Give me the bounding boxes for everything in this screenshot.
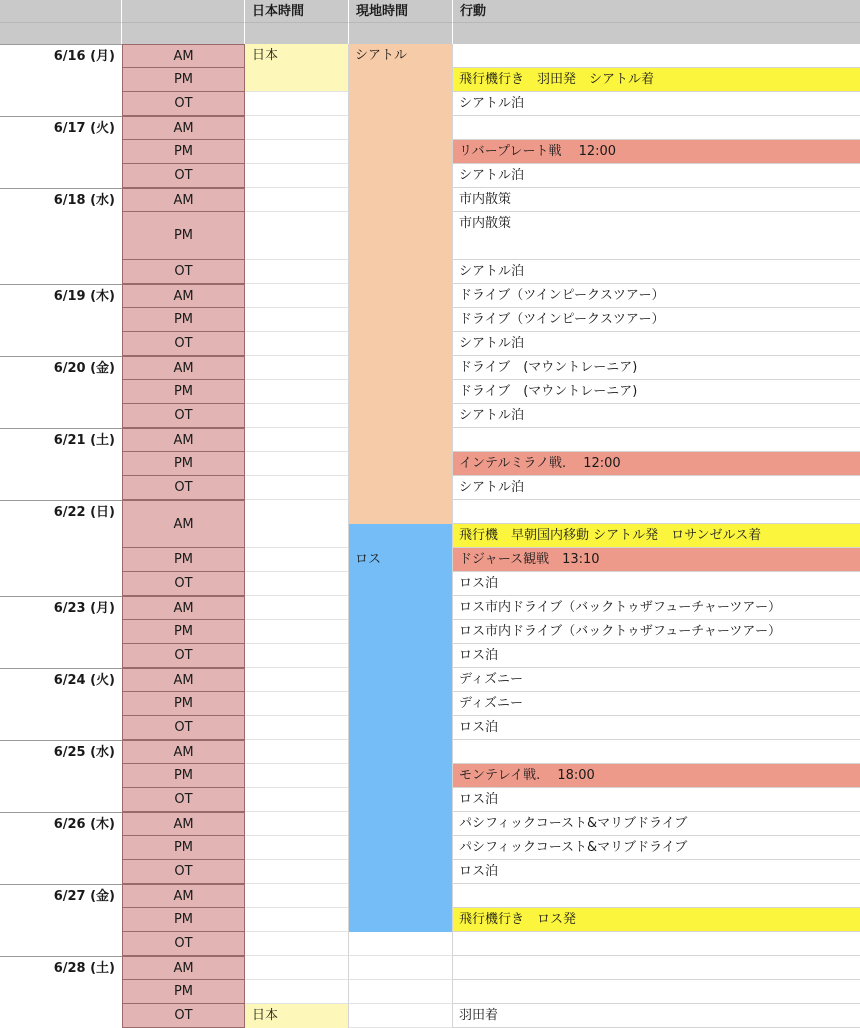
activity-cell[interactable] — [453, 980, 860, 1004]
japan-time-cell[interactable] — [245, 404, 349, 428]
date-cell[interactable]: 6/17 (火) — [0, 116, 122, 188]
period-cell[interactable]: OT — [122, 92, 245, 116]
activity-cell[interactable]: ロス泊 — [453, 644, 860, 668]
activity-cell[interactable]: ドライブ（ツインピークスツアー） — [453, 284, 860, 308]
activity-cell[interactable]: シアトル泊 — [453, 164, 860, 188]
activity-cell[interactable] — [453, 116, 860, 140]
activity-cell[interactable]: パシフィックコースト&マリブドライブ — [453, 812, 860, 836]
period-cell[interactable]: OT — [122, 860, 245, 884]
date-cell[interactable]: 6/23 (月) — [0, 596, 122, 668]
japan-time-cell[interactable] — [245, 164, 349, 188]
activity-cell[interactable]: シアトル泊 — [453, 260, 860, 284]
period-cell[interactable]: PM — [122, 68, 245, 92]
header-sub-a — [0, 22, 122, 44]
activity-cell[interactable]: 飛行機行き ロス発 — [453, 908, 860, 932]
activity-cell[interactable]: 飛行機 早朝国内移動 シアトル発 ロサンゼルス着 — [453, 524, 860, 548]
local-time-cell[interactable] — [349, 1004, 453, 1028]
japan-time-cell[interactable] — [245, 380, 349, 404]
period-cell[interactable]: AM — [122, 668, 245, 692]
japan-time-cell[interactable] — [245, 596, 349, 620]
date-cell[interactable]: 6/27 (金) — [0, 884, 122, 956]
japan-time-cell[interactable] — [245, 308, 349, 332]
activity-cell[interactable] — [453, 932, 860, 956]
period-cell[interactable]: OT — [122, 476, 245, 500]
activity-cell[interactable]: 飛行機行き 羽田発 シアトル着 — [453, 68, 860, 92]
japan-time-cell[interactable] — [245, 740, 349, 764]
activity-cell[interactable]: 市内散策 — [453, 188, 860, 212]
period-cell[interactable]: PM — [122, 212, 245, 260]
period-cell[interactable]: AM — [122, 884, 245, 908]
activity-cell[interactable]: パシフィックコースト&マリブドライブ — [453, 836, 860, 860]
activity-cell[interactable]: ロス泊 — [453, 788, 860, 812]
activity-cell[interactable] — [453, 44, 860, 68]
japan-time-cell[interactable] — [245, 620, 349, 644]
header-sub-local — [349, 22, 453, 44]
activity-cell[interactable]: ディズニー — [453, 692, 860, 716]
japan-time-cell[interactable] — [245, 332, 349, 356]
local-time-cell[interactable] — [349, 956, 453, 980]
period-cell[interactable]: AM — [122, 596, 245, 620]
activity-cell[interactable]: ドライブ (マウントレーニア) — [453, 356, 860, 380]
japan-time-cell[interactable] — [245, 500, 349, 548]
date-cell[interactable]: 6/26 (木) — [0, 812, 122, 884]
activity-cell[interactable] — [453, 740, 860, 764]
date-cell[interactable]: 6/25 (水) — [0, 740, 122, 812]
japan-time-cell[interactable] — [245, 476, 349, 500]
header-japan-time[interactable]: 日本時間 — [245, 0, 349, 22]
activity-cell[interactable]: モンテレイ戦. 18:00 — [453, 764, 860, 788]
activity-cell-empty[interactable] — [453, 500, 860, 524]
period-cell[interactable]: AM — [122, 44, 245, 68]
japan-time-cell[interactable] — [245, 716, 349, 740]
header-activity[interactable]: 行動 — [453, 0, 860, 22]
activity-cell[interactable]: ドジャース観戦 13:10 — [453, 548, 860, 572]
date-cell[interactable]: 6/18 (水) — [0, 188, 122, 284]
japan-time-cell[interactable] — [245, 836, 349, 860]
period-cell[interactable]: PM — [122, 548, 245, 572]
period-cell[interactable]: PM — [122, 620, 245, 644]
period-cell[interactable]: AM — [122, 812, 245, 836]
japan-time-cell[interactable] — [245, 860, 349, 884]
japan-time-cell[interactable] — [245, 548, 349, 572]
japan-time-cell[interactable] — [245, 668, 349, 692]
japan-time-cell[interactable] — [245, 140, 349, 164]
date-cell[interactable]: 6/16 (月) — [0, 44, 122, 116]
period-cell[interactable]: OT — [122, 572, 245, 596]
japan-time-cell[interactable] — [245, 908, 349, 932]
activity-cell[interactable]: ロス泊 — [453, 572, 860, 596]
header-sub-b — [122, 22, 245, 44]
activity-cell[interactable]: 市内散策 — [453, 212, 860, 260]
date-cell[interactable]: 6/21 (土) — [0, 428, 122, 500]
period-cell[interactable]: OT — [122, 932, 245, 956]
japan-time-cell[interactable] — [245, 116, 349, 140]
period-cell[interactable]: AM — [122, 284, 245, 308]
activity-cell[interactable]: シアトル泊 — [453, 332, 860, 356]
activity-cell[interactable]: インテルミラノ戦. 12:00 — [453, 452, 860, 476]
los-angeles-label: ロス — [355, 552, 382, 567]
japan-time-cell[interactable] — [245, 284, 349, 308]
seattle-band: シアトル — [349, 44, 453, 524]
activity-cell[interactable]: リバープレート戦 12:00 — [453, 140, 860, 164]
japan-time-cell[interactable] — [245, 68, 349, 92]
activity-cell[interactable]: ロス市内ドライブ（バックトゥザフューチャーツアー） — [453, 620, 860, 644]
activity-cell[interactable] — [453, 956, 860, 980]
header-sub-jp — [245, 22, 349, 44]
japan-time-cell[interactable] — [245, 812, 349, 836]
header-col-b[interactable] — [122, 0, 245, 22]
activity-cell[interactable]: ディズニー — [453, 668, 860, 692]
header-local-time[interactable]: 現地時間 — [349, 0, 453, 22]
activity-cell[interactable]: ロス泊 — [453, 716, 860, 740]
date-cell[interactable]: 6/22 (日) — [0, 500, 122, 596]
date-cell[interactable]: 6/20 (金) — [0, 356, 122, 428]
period-cell[interactable]: AM — [122, 500, 245, 548]
japan-time-cell[interactable] — [245, 788, 349, 812]
japan-time-cell[interactable] — [245, 92, 349, 116]
japan-time-cell[interactable] — [245, 356, 349, 380]
period-cell[interactable]: OT — [122, 332, 245, 356]
activity-cell[interactable]: ドライブ（ツインピークスツアー） — [453, 308, 860, 332]
period-cell[interactable]: PM — [122, 836, 245, 860]
date-cell[interactable]: 6/24 (火) — [0, 668, 122, 740]
period-cell[interactable]: PM — [122, 308, 245, 332]
japan-time-cell[interactable]: 日本 — [245, 44, 349, 92]
period-cell[interactable]: PM — [122, 980, 245, 1004]
date-cell[interactable]: 6/28 (土) — [0, 956, 122, 1028]
header-col-a[interactable] — [0, 0, 122, 22]
period-cell[interactable]: OT — [122, 716, 245, 740]
period-cell[interactable]: AM — [122, 956, 245, 980]
period-cell[interactable]: AM — [122, 356, 245, 380]
japan-time-cell[interactable] — [245, 452, 349, 476]
period-cell[interactable]: PM — [122, 692, 245, 716]
period-cell[interactable]: OT — [122, 1004, 245, 1028]
local-time-cell[interactable] — [349, 932, 453, 956]
period-cell[interactable]: OT — [122, 644, 245, 668]
period-cell[interactable]: OT — [122, 404, 245, 428]
japan-time-cell[interactable] — [245, 956, 349, 980]
japan-time-cell[interactable] — [245, 572, 349, 596]
activity-cell[interactable]: 羽田着 — [453, 1004, 860, 1028]
activity-cell[interactable]: ロス市内ドライブ（バックトゥザフューチャーツアー） — [453, 596, 860, 620]
period-cell[interactable]: OT — [122, 788, 245, 812]
los-angeles-band — [349, 524, 453, 932]
period-cell[interactable]: PM — [122, 380, 245, 404]
japan-time-cell[interactable] — [245, 644, 349, 668]
japan-time-cell[interactable] — [245, 980, 349, 1004]
activity-cell[interactable] — [453, 428, 860, 452]
activity-cell[interactable]: ロス泊 — [453, 860, 860, 884]
period-cell[interactable]: AM — [122, 188, 245, 212]
japan-time-cell[interactable] — [245, 428, 349, 452]
period-cell[interactable]: AM — [122, 116, 245, 140]
activity-cell[interactable] — [453, 884, 860, 908]
japan-time-cell[interactable] — [245, 692, 349, 716]
period-cell[interactable]: PM — [122, 140, 245, 164]
activity-cell[interactable]: シアトル泊 — [453, 476, 860, 500]
japan-time-cell[interactable]: 日本 — [245, 1004, 349, 1028]
period-cell[interactable]: PM — [122, 908, 245, 932]
period-cell[interactable]: PM — [122, 452, 245, 476]
local-time-cell[interactable] — [349, 980, 453, 1004]
activity-cell[interactable]: シアトル泊 — [453, 92, 860, 116]
period-cell[interactable]: AM — [122, 740, 245, 764]
period-cell[interactable]: OT — [122, 164, 245, 188]
japan-time-cell[interactable] — [245, 260, 349, 284]
period-cell[interactable]: AM — [122, 428, 245, 452]
date-cell[interactable]: 6/19 (木) — [0, 284, 122, 356]
japan-time-cell[interactable] — [245, 884, 349, 908]
activity-cell[interactable]: ドライブ (マウントレーニア) — [453, 380, 860, 404]
japan-time-cell[interactable] — [245, 764, 349, 788]
header-sub-activity — [453, 22, 860, 44]
japan-time-cell[interactable] — [245, 932, 349, 956]
period-cell[interactable]: OT — [122, 260, 245, 284]
period-cell[interactable]: PM — [122, 764, 245, 788]
japan-time-cell[interactable] — [245, 188, 349, 212]
activity-cell[interactable]: シアトル泊 — [453, 404, 860, 428]
japan-time-cell[interactable] — [245, 212, 349, 260]
